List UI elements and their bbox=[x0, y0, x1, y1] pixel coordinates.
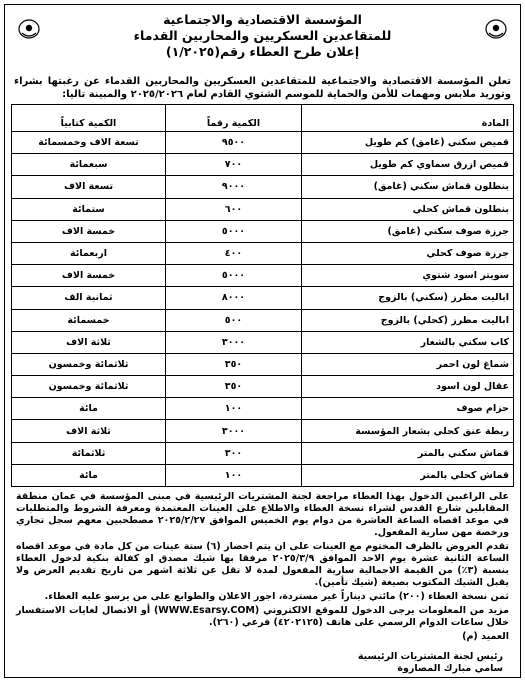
signature-name: سامي مبارك المصاروة bbox=[397, 663, 503, 674]
cell-qty-words: ثمانية الف bbox=[12, 287, 166, 309]
note-submission: تقدم العروض بالظرف المختوم مع العينات على ان يتم احضار (٦) ستة عينات من كل مادة في موعد اقصاه الساعة الثانية عشرة يوم الاحد الموافق ٢٠٢٥/٣/٩ مرفقا بها شيك مصدق او كفالة بنكية لدخول العطاء بنسبة (٣٪) من القيمة الاجمالية سارية المفعول لمدة لا تقل عن ثلاثة اشهر من تاريخ تقديم العرض ولا يقبل الشيك المكتوب بصيغة (شيك تأمين). bbox=[16, 541, 510, 588]
cell-item: شماغ لون احمر bbox=[302, 353, 514, 375]
table-header-row bbox=[12, 105, 514, 132]
items-table bbox=[11, 104, 514, 487]
cell-qty-number: ٦٠٠ bbox=[166, 198, 302, 220]
cell-qty-words: مائة bbox=[12, 398, 166, 420]
table-row bbox=[12, 353, 514, 375]
organization-subtitle: للمتقاعدين العسكريين والمحاربين القدماء bbox=[133, 28, 392, 43]
cell-qty-number: ٣٥٠ bbox=[166, 353, 302, 375]
table-row bbox=[12, 220, 514, 242]
table-row bbox=[12, 176, 514, 198]
cell-qty-words: مائة bbox=[12, 464, 166, 486]
cell-item: قميص سكني (غامق) كم طويل bbox=[302, 132, 514, 154]
signature-block bbox=[8, 651, 503, 675]
cell-qty-number: ١٠٠ bbox=[166, 398, 302, 420]
intro-paragraph: تعلن المؤسسة الاقتصادية والاجتماعية للمتقاعدين العسكريين والمحاربين القدماء عن رغبتها بشراء وتوريد ملابس ومهمات للأمن والحماية للموسم الشتوي القادم لعام ٢٠٢٥/٢٠٢٦ والمبينة تاليا: bbox=[14, 76, 511, 100]
cell-item: بنطلون قماش سكني (غامق) bbox=[302, 176, 514, 198]
note-rank: العميد (م) bbox=[462, 631, 509, 642]
signature-title: رئيس لجنة المشتريات الرئيسية bbox=[357, 651, 503, 662]
cell-qty-words: ستمائة bbox=[12, 198, 166, 220]
emblem-right-icon bbox=[485, 18, 507, 40]
cell-qty-number: ٩٠٠٠ bbox=[166, 176, 302, 198]
cell-item: اباليت مطرز (كحلي) بالزوج bbox=[302, 309, 514, 331]
cell-qty-words: سبعمائة bbox=[12, 154, 166, 176]
cell-qty-number: ٣٠٠ bbox=[166, 442, 302, 464]
cell-item: كاب سكني بالشعار bbox=[302, 331, 514, 353]
note-contact: مزيد من المعلومات يرجى الدخول للموقع الالكتروني (WWW.Esarsy.COM) أو الاتصال لغايات الاستفسار خلال ساعات الدوام الرسمي على هاتف (٤٢٠٢١٢٥) فرعي (٢٦٠). bbox=[16, 605, 509, 628]
cell-qty-words: ثلاثة الاف bbox=[12, 420, 166, 442]
table-row bbox=[12, 442, 514, 464]
cell-qty-number: ٧٠٠ bbox=[166, 154, 302, 176]
cell-item: ربطة عنق كحلي بشعار المؤسسة bbox=[302, 420, 514, 442]
table-row bbox=[12, 154, 514, 176]
cell-item: اباليت مطرز (سكني) بالزوج bbox=[302, 287, 514, 309]
cell-qty-words: خمسمائة bbox=[12, 309, 166, 331]
cell-item: حزام صوف bbox=[302, 398, 514, 420]
cell-qty-words: تسعة الاف bbox=[12, 176, 166, 198]
cell-qty-number: ١٠٠ bbox=[166, 464, 302, 486]
note-purchase: على الراغبين الدخول بهذا العطاء مراجعة لجنة المشتريات الرئيسية في مبنى المؤسسة في عمان منطقة المقابلين شارع القدس لشراء نسخة العطاء والاطلاع على العينات المعتمدة ومعرفة الشروط والمتطلبات في موعد اقصاه الساعة العاشرة من دوام يوم الخميس الموافق ٢٠٢٥/٢/٢٧ مصطحبين معهم سجل تجاري ورخصة مهن سارية المفعول. bbox=[16, 491, 510, 538]
cell-qty-number: ٥٠٠ bbox=[166, 309, 302, 331]
notes bbox=[16, 491, 509, 643]
cell-qty-words: ثلاثمائة bbox=[12, 442, 166, 464]
table-row bbox=[12, 376, 514, 398]
cell-item: جرزة صوف كحلي bbox=[302, 242, 514, 264]
cell-qty-words: ثلاثمائة وخمسون bbox=[12, 376, 166, 398]
header bbox=[8, 12, 517, 74]
cell-item: قميص ازرق سماوي كم طويل bbox=[302, 154, 514, 176]
cell-qty-words: ثلاثة الاف bbox=[12, 331, 166, 353]
cell-item: سويتر اسود شتوي bbox=[302, 265, 514, 287]
emblem-left-icon bbox=[18, 18, 40, 40]
table-row bbox=[12, 398, 514, 420]
cell-item: قماش سكني بالمتر bbox=[302, 442, 514, 464]
cell-qty-number: ٥٠٠٠ bbox=[166, 220, 302, 242]
cell-qty-words: ثلاثمائة وخمسون bbox=[12, 353, 166, 375]
table-body bbox=[12, 132, 514, 487]
header-qty-number: الكمية رقماً bbox=[166, 105, 302, 132]
table-row bbox=[12, 265, 514, 287]
cell-item: عقال لون اسود bbox=[302, 376, 514, 398]
cell-qty-words: اربعمائة bbox=[12, 242, 166, 264]
cell-item: قماش كحلي بالمتر bbox=[302, 464, 514, 486]
cell-qty-number: ٥٠٠٠ bbox=[166, 265, 302, 287]
table-row bbox=[12, 198, 514, 220]
cell-qty-number: ٣٠٠٠ bbox=[166, 331, 302, 353]
header-item: المادة bbox=[302, 105, 514, 132]
cell-qty-number: ٣٠٠٠ bbox=[166, 420, 302, 442]
cell-qty-number: ٣٥٠ bbox=[166, 376, 302, 398]
table-row bbox=[12, 420, 514, 442]
note-price: ثمن نسخة العطاء (٢٠٠) مائتي ديناراً غير مستردة، اجور الاعلان والطوابع على من يرسو عليه العطاء. bbox=[44, 591, 509, 602]
table-row bbox=[12, 309, 514, 331]
cell-qty-number: ٨٠٠٠ bbox=[166, 287, 302, 309]
cell-qty-words: خمسة الاف bbox=[12, 265, 166, 287]
table-row bbox=[12, 287, 514, 309]
header-qty-words: الكمية كتابياً bbox=[12, 105, 166, 132]
table-row bbox=[12, 242, 514, 264]
tender-title: إعلان طرح العطاء رقم(١/٢٠٢٥) bbox=[165, 44, 360, 59]
cell-item: بنطلون قماش كحلي bbox=[302, 198, 514, 220]
cell-qty-words: خمسة الاف bbox=[12, 220, 166, 242]
organization-name: المؤسسة الاقتصادية والاجتماعية bbox=[163, 12, 362, 27]
table-row bbox=[12, 132, 514, 154]
table-row bbox=[12, 331, 514, 353]
cell-qty-number: ٤٠٠ bbox=[166, 242, 302, 264]
cell-item: جرزة صوف سكني (غامق) bbox=[302, 220, 514, 242]
cell-qty-words: تسعة الاف وخمسمائة bbox=[12, 132, 166, 154]
table-row bbox=[12, 464, 514, 486]
cell-qty-number: ٩٥٠٠ bbox=[166, 132, 302, 154]
